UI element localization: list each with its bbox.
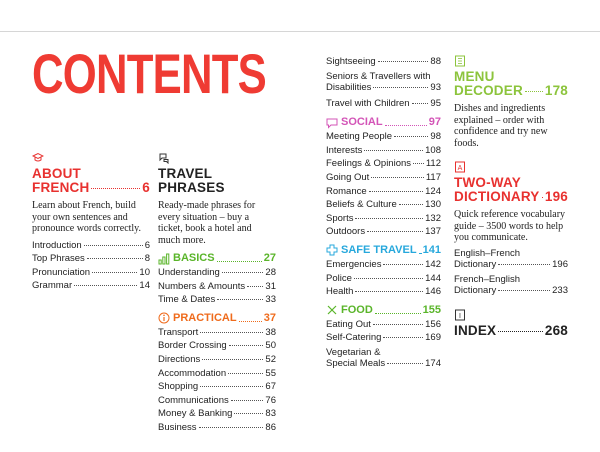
social-heading[interactable] (326, 116, 441, 129)
speech-bubble-icon (158, 152, 170, 164)
leader-dots (385, 125, 427, 126)
travel-phrases-description: Ready-made phrases for every situation – buy a ticket, book a hotel and much more. (158, 200, 256, 246)
toc-entry[interactable]: Money & Banking 83 (158, 408, 276, 420)
toc-entry[interactable]: Business 86 (158, 421, 276, 433)
toc-entry[interactable]: Time & Dates 33 (158, 294, 276, 306)
toc-entry[interactable]: Sports 132 (326, 212, 441, 224)
leader-dots (419, 253, 421, 254)
dictionary-title-line2: DICTIONARY (454, 189, 540, 204)
toc-entry[interactable]: Romance 124 (326, 185, 441, 197)
leader-dots (91, 188, 140, 189)
toc-entry[interactable]: Accommodation 55 (158, 367, 276, 379)
toc-entry[interactable]: Introduction 6 (32, 239, 150, 251)
travel-phrases-section (158, 152, 276, 435)
toc-entry[interactable]: Top Phrases 8 (32, 253, 150, 265)
travel-phrases-title-line1: TRAVEL (158, 166, 213, 181)
basics-page: 27 (263, 252, 276, 264)
toc-entry[interactable]: Shopping 67 (158, 381, 276, 393)
dictionary-description: Quick reference vocabulary guide – 3500 words to help you communicate. (454, 209, 566, 243)
practical-page: 37 (263, 311, 276, 324)
index-title-row[interactable] (454, 324, 568, 338)
toc-entry[interactable]: Feelings & Opinions 112 (326, 158, 441, 170)
basics-heading[interactable] (158, 252, 276, 265)
safe-travel-label: SAFE TRAVEL (341, 243, 417, 256)
toc-entry[interactable]: Numbers & Amounts 31 (158, 280, 276, 292)
menu-card-icon (454, 55, 466, 67)
toc-entry[interactable]: Eating Out 156 (326, 318, 441, 330)
basics-label: BASICS (173, 252, 215, 264)
about-french-section (32, 152, 150, 293)
practical-heading[interactable] (158, 312, 276, 325)
toc-entry[interactable]: Beliefs & Culture 130 (326, 199, 441, 211)
toc-entry[interactable]: Going Out 117 (326, 171, 441, 183)
leader-dots (542, 197, 543, 198)
page-title: CONTENTS (32, 42, 266, 105)
about-french-list (32, 239, 150, 293)
toc-entry[interactable]: Communications 76 (158, 394, 276, 406)
dictionary-title-row[interactable] (454, 190, 568, 204)
toc-entry[interactable]: Self-Catering 169 (326, 332, 441, 344)
index-section (454, 309, 568, 338)
toc-entry[interactable]: Seniors & Travellers with Disabilities 93 (326, 70, 441, 94)
safe-travel-page: 141 (422, 243, 441, 256)
leader-dots (217, 261, 262, 262)
menu-decoder-description: Dishes and ingredients explained – order with confidence and try new foods. (454, 103, 548, 149)
info-icon (158, 312, 170, 324)
letter-a-icon (454, 161, 466, 173)
leader-dots (375, 313, 421, 314)
cutlery-icon (326, 304, 338, 316)
leader-dots (498, 331, 543, 332)
practical-label: PRACTICAL (173, 311, 237, 324)
practical-continued-column (326, 55, 441, 370)
social-list (326, 130, 441, 239)
toc-entry[interactable]: French–English Dictionary 233 (454, 273, 568, 296)
bar-chart-icon (158, 253, 170, 265)
svg-text:I: I (459, 312, 461, 320)
toc-entry[interactable]: Interests 108 (326, 144, 441, 156)
about-french-title-line2: FRENCH (32, 180, 90, 195)
toc-entry[interactable]: Grammar 14 (32, 280, 150, 292)
menu-decoder-title-line2: DECODER (454, 83, 523, 98)
toc-entry[interactable]: Vegetarian & Special Meals 174 (326, 346, 441, 370)
dictionary-title-line1: TWO-WAY (454, 175, 521, 190)
graduation-cap-icon (32, 152, 44, 164)
chat-icon (326, 117, 338, 129)
toc-entry[interactable]: Travel with Children 95 (326, 97, 441, 109)
index-label: INDEX (454, 322, 497, 338)
food-page: 155 (422, 303, 441, 316)
social-label: SOCIAL (341, 116, 383, 129)
about-french-page: 6 (142, 180, 150, 195)
toc-entry[interactable]: Emergencies 142 (326, 258, 441, 270)
svg-text:A: A (457, 165, 463, 172)
toc-entry[interactable]: Transport 38 (158, 326, 276, 338)
toc-entry[interactable]: Health 146 (326, 286, 441, 298)
menu-decoder-section (454, 55, 568, 149)
safe-travel-heading[interactable] (326, 244, 441, 257)
food-label: FOOD (341, 303, 373, 316)
reference-column (454, 55, 568, 338)
index-page: 268 (544, 322, 568, 338)
top-rule (0, 31, 600, 32)
basics-list (158, 266, 276, 307)
leader-dots (525, 91, 543, 92)
cross-icon (326, 244, 338, 256)
safe-travel-list (326, 258, 441, 299)
menu-decoder-page: 178 (544, 83, 568, 98)
practical-list (158, 326, 276, 435)
menu-decoder-title-line1: MENU (454, 69, 495, 84)
toc-entry[interactable]: Police 144 (326, 272, 441, 284)
travel-phrases-title-line2: PHRASES (158, 180, 225, 195)
about-french-description: Learn about French, build your own sentences and pronounce words correctly. (32, 200, 142, 234)
about-french-title-row[interactable] (32, 181, 150, 195)
dictionary-section (454, 161, 568, 297)
toc-entry[interactable]: Meeting People 98 (326, 131, 441, 143)
toc-entry[interactable]: Border Crossing 50 (158, 340, 276, 352)
food-list (326, 318, 441, 370)
toc-entry[interactable]: Understanding 28 (158, 267, 276, 278)
toc-entry[interactable]: Outdoors 137 (326, 226, 441, 238)
toc-entry[interactable]: Sightseeing 88 (326, 56, 441, 67)
social-page: 97 (428, 116, 441, 129)
toc-entry[interactable]: Directions 52 (158, 353, 276, 365)
toc-entry[interactable]: Pronunciation 10 (32, 266, 150, 278)
toc-entry[interactable]: English–French Dictionary 196 (454, 247, 568, 270)
letter-i-icon (454, 309, 466, 321)
leader-dots (239, 321, 262, 322)
menu-decoder-title-row[interactable] (454, 84, 568, 98)
food-heading[interactable] (326, 304, 441, 317)
dictionary-page: 196 (544, 189, 568, 204)
about-french-title-line1: ABOUT (32, 166, 81, 181)
